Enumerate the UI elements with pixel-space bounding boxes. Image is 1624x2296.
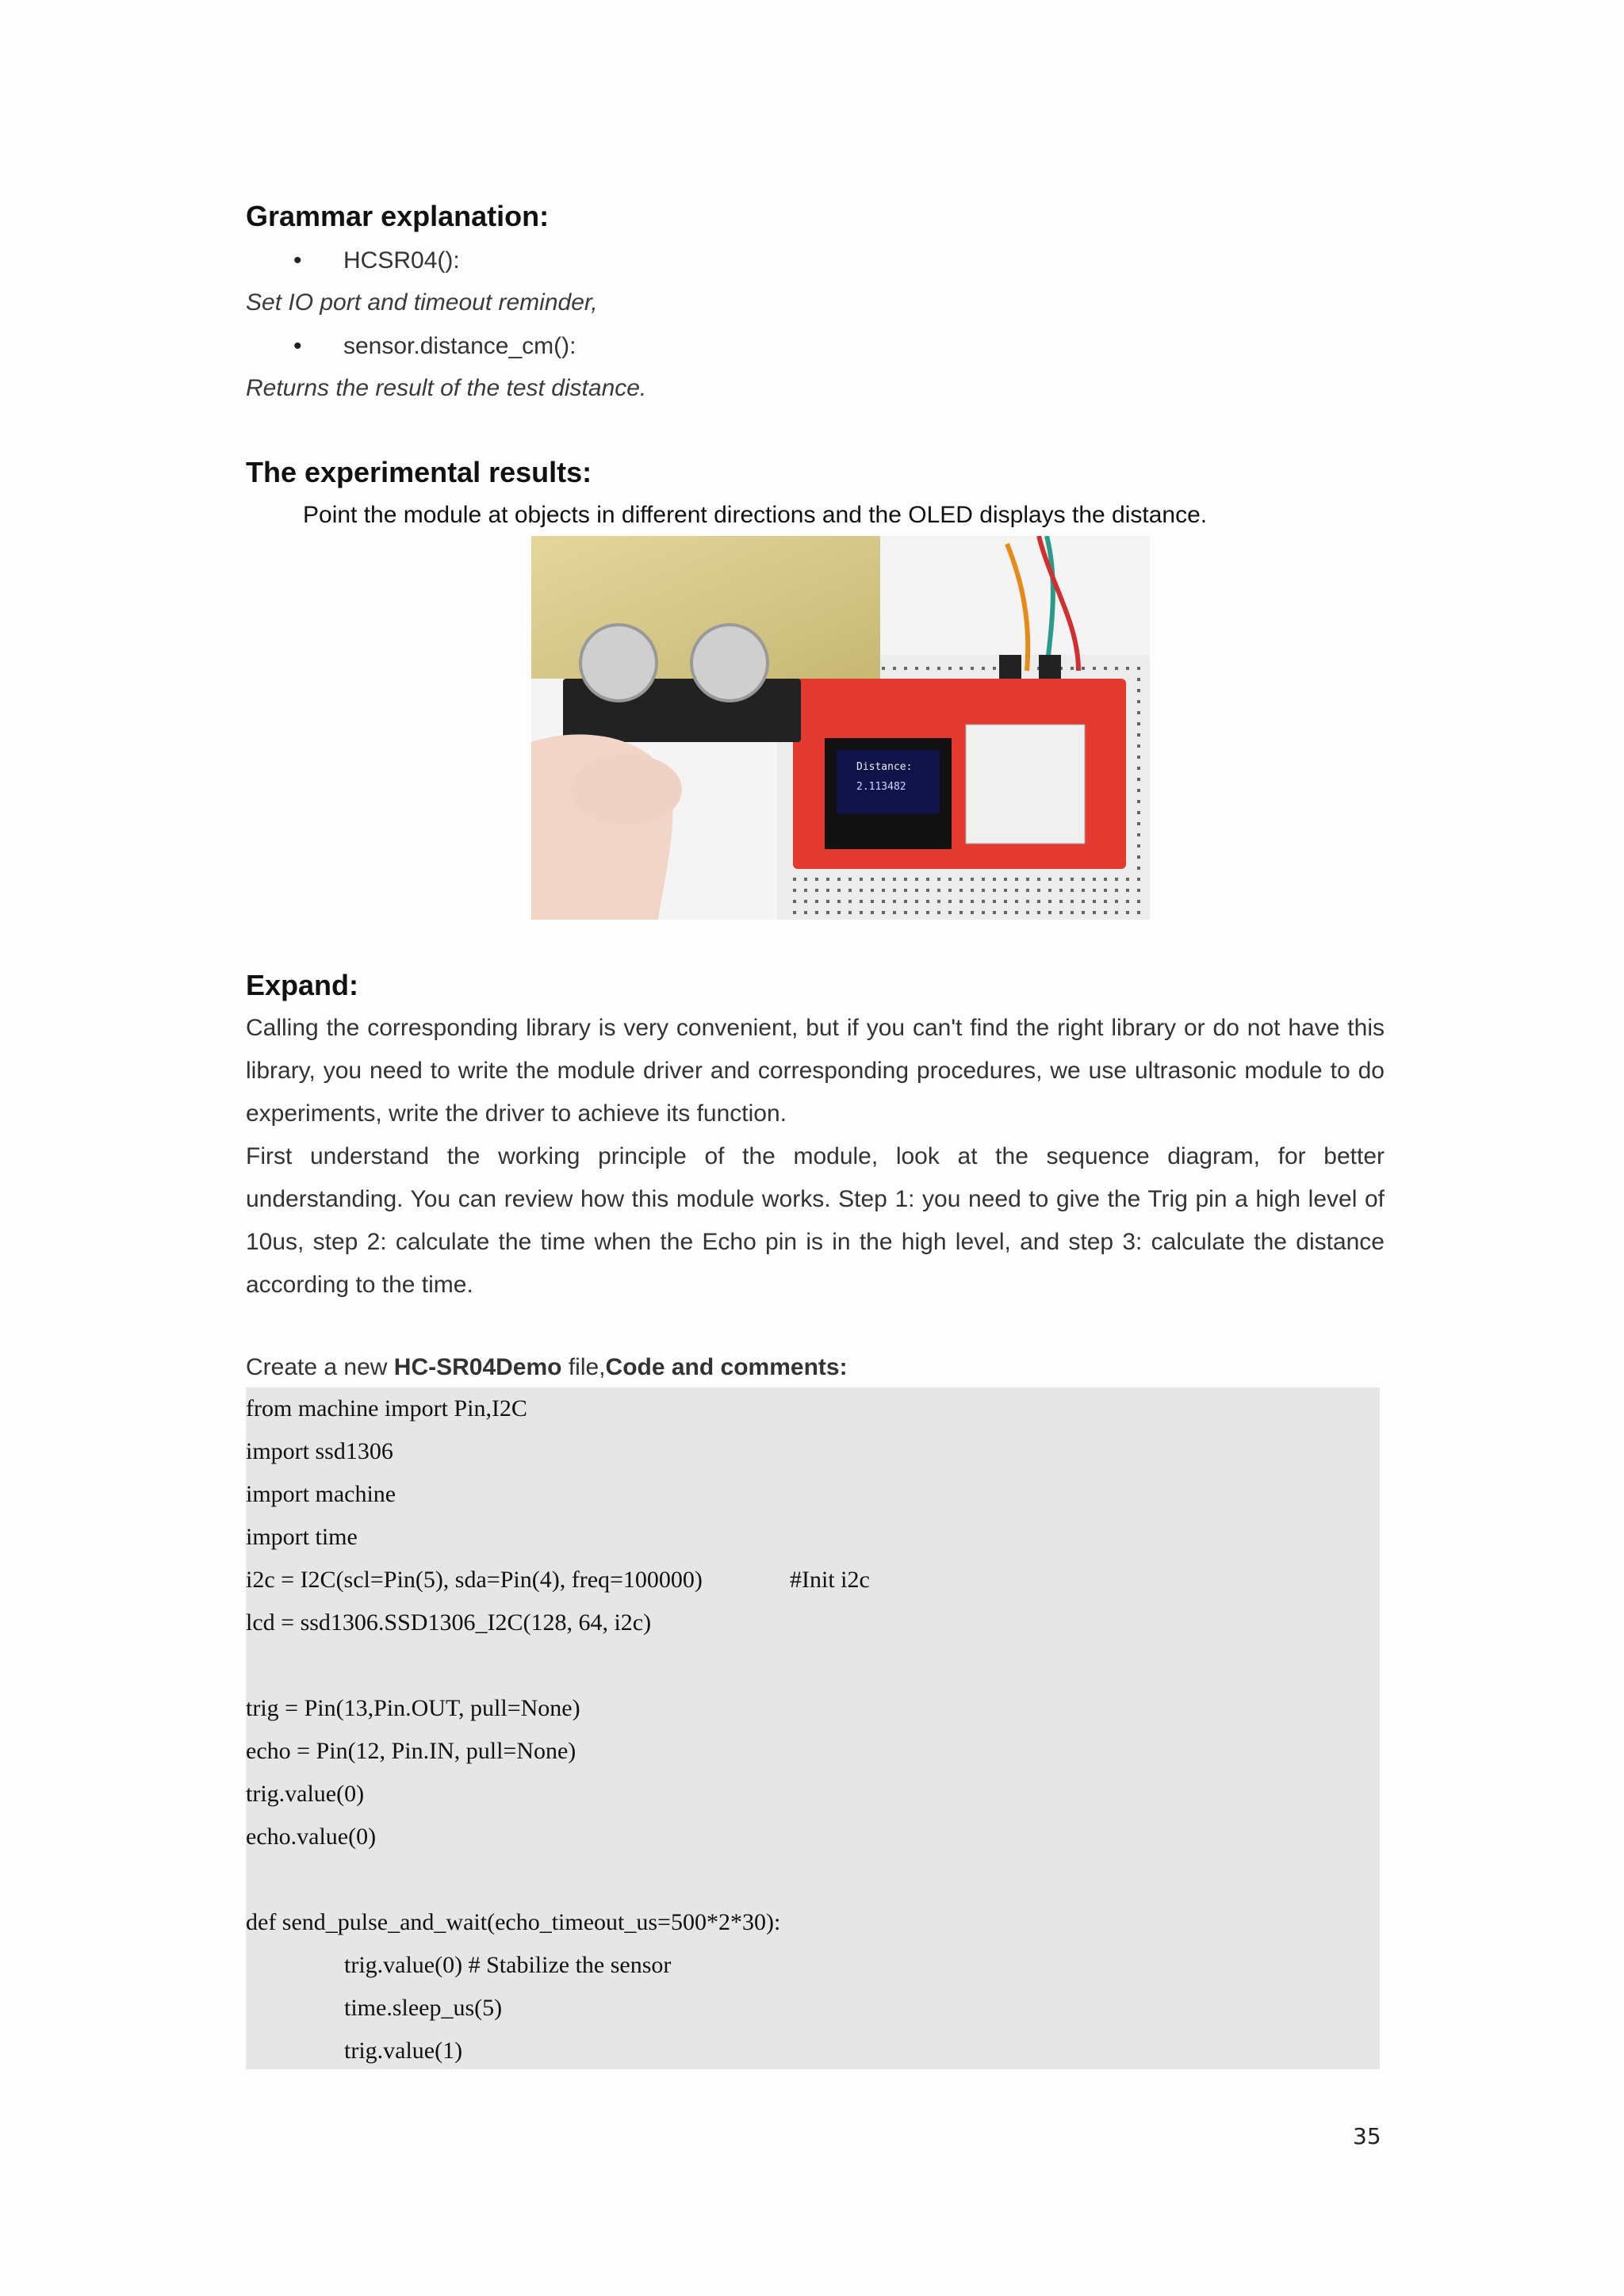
breadboard-hole: [959, 911, 963, 914]
breadboard-hole: [893, 900, 896, 903]
breadboard-hole: [1026, 911, 1029, 914]
breadboard-hole: [904, 667, 907, 670]
breadboard-hole: [915, 667, 918, 670]
code-line: lcd = ssd1306.SSD1306_I2C(128, 64, i2c): [246, 1609, 652, 1636]
breadboard-hole: [948, 667, 952, 670]
breadboard-hole: [993, 911, 996, 914]
breadboard-hole: [848, 878, 852, 881]
breadboard-hole: [915, 889, 918, 892]
breadboard-hole: [948, 878, 952, 881]
breadboard-hole: [1137, 722, 1140, 725]
breadboard-hole: [1004, 911, 1007, 914]
breadboard-hole: [993, 878, 996, 881]
breadboard-hole: [1071, 889, 1074, 892]
breadboard-hole: [971, 878, 974, 881]
breadboard-hole: [871, 878, 874, 881]
breadboard-hole: [926, 667, 929, 670]
breadboard-hole: [893, 911, 896, 914]
expand-heading: Expand:: [246, 969, 359, 1001]
breadboard-hole: [1026, 878, 1029, 881]
photo-illustration: [531, 536, 1150, 920]
breadboard-hole: [982, 667, 985, 670]
breadboard-hole: [937, 911, 940, 914]
breadboard-hole: [815, 900, 818, 903]
breadboard-hole: [959, 878, 963, 881]
breadboard-hole: [993, 900, 996, 903]
breadboard-hole: [1082, 911, 1085, 914]
breadboard-hole: [982, 889, 985, 892]
breadboard-hole: [1104, 900, 1107, 903]
breadboard-hole: [1082, 889, 1085, 892]
breadboard-hole: [1082, 667, 1085, 670]
breadboard-hole: [1015, 900, 1018, 903]
breadboard-hole: [1137, 756, 1140, 759]
breadboard-hole: [815, 911, 818, 914]
breadboard-hole: [1115, 900, 1118, 903]
breadboard-hole: [959, 889, 963, 892]
breadboard-hole: [1115, 667, 1118, 670]
breadboard-hole: [904, 878, 907, 881]
create-mid: file,: [561, 1354, 606, 1380]
breadboard-hole: [971, 889, 974, 892]
breadboard-hole: [959, 900, 963, 903]
breadboard-hole: [860, 911, 863, 914]
breadboard-hole: [1126, 878, 1129, 881]
breadboard-hole: [948, 911, 952, 914]
code-line: echo.value(0): [246, 1823, 377, 1850]
breadboard-hole: [893, 878, 896, 881]
breadboard-hole: [882, 878, 885, 881]
breadboard-hole: [1137, 867, 1140, 870]
breadboard-hole: [1137, 700, 1140, 703]
experiment-photo: [531, 536, 1150, 920]
breadboard-hole: [1037, 889, 1040, 892]
breadboard-hole: [837, 878, 841, 881]
page-number: 35: [1353, 2123, 1381, 2149]
breadboard-hole: [793, 889, 796, 892]
breadboard-hole: [1093, 667, 1096, 670]
code-comment: #Init i2c: [790, 1567, 870, 1593]
breadboard-hole: [1137, 889, 1140, 892]
breadboard-hole: [937, 889, 940, 892]
breadboard-hole: [826, 911, 829, 914]
create-prefix: Create a new: [246, 1354, 394, 1380]
breadboard-hole: [893, 667, 896, 670]
breadboard-hole: [1048, 911, 1051, 914]
breadboard-hole: [1059, 878, 1063, 881]
breadboard-hole: [1137, 822, 1140, 825]
oled-title: Distance:: [856, 761, 913, 773]
bullet-icon: •: [293, 247, 302, 274]
breadboard-hole: [948, 900, 952, 903]
grammar-term-2: sensor.distance_cm():: [343, 333, 576, 359]
breadboard-hole: [848, 911, 852, 914]
breadboard-hole: [1137, 767, 1140, 770]
grammar-heading: Grammar explanation:: [246, 200, 550, 232]
breadboard-hole: [971, 900, 974, 903]
breadboard-hole: [793, 900, 796, 903]
breadboard-hole: [915, 911, 918, 914]
breadboard-hole: [882, 667, 885, 670]
breadboard-hole: [1137, 844, 1140, 848]
breadboard-hole: [993, 889, 996, 892]
breadboard-hole: [926, 900, 929, 903]
breadboard-hole: [1093, 878, 1096, 881]
breadboard-hole: [804, 878, 807, 881]
code-line: trig.value(0): [246, 1781, 365, 1807]
breadboard-hole: [1104, 889, 1107, 892]
breadboard-hole: [871, 900, 874, 903]
code-line: def send_pulse_and_wait(echo_timeout_us=500*2*30):: [246, 1909, 781, 1935]
breadboard-hole: [982, 878, 985, 881]
breadboard-hole: [1137, 733, 1140, 737]
breadboard-hole: [871, 911, 874, 914]
breadboard-hole: [904, 900, 907, 903]
breadboard-hole: [893, 889, 896, 892]
expand-paragraph-1: Calling the corresponding library is very convenient, but if you can't find the right library or do not have this library, you need to write the module driver and corresponding procedures, we use ultrasonic module to do experiments, write the driver to achieve its function.: [246, 1015, 1385, 1127]
breadboard-hole: [1137, 878, 1140, 881]
breadboard-hole: [1037, 911, 1040, 914]
breadboard-hole: [804, 911, 807, 914]
code-line: import ssd1306: [246, 1438, 393, 1464]
breadboard-hole: [1104, 911, 1107, 914]
breadboard-hole: [1026, 900, 1029, 903]
code-line: trig = Pin(13,Pin.OUT, pull=None): [246, 1695, 580, 1721]
breadboard-hole: [826, 900, 829, 903]
breadboard-hole: [860, 889, 863, 892]
breadboard-hole: [1059, 889, 1063, 892]
results-text: Point the module at objects in different directions and the OLED displays the distance.: [303, 502, 1208, 528]
breadboard-hole: [1037, 900, 1040, 903]
breadboard-hole: [971, 911, 974, 914]
breadboard-hole: [1004, 889, 1007, 892]
code-line: from machine import Pin,I2C: [246, 1395, 527, 1422]
breadboard-hole: [926, 911, 929, 914]
breadboard-hole: [1137, 855, 1140, 859]
breadboard-hole: [1059, 911, 1063, 914]
breadboard-hole: [1126, 900, 1129, 903]
breadboard-hole: [1115, 878, 1118, 881]
breadboard-hole: [793, 911, 796, 914]
breadboard-hole: [1093, 900, 1096, 903]
breadboard-hole: [815, 878, 818, 881]
breadboard-hole: [1137, 778, 1140, 781]
oled-value: 2.113482: [856, 781, 906, 793]
breadboard-hole: [1126, 667, 1129, 670]
breadboard-hole: [1004, 900, 1007, 903]
code-line: import machine: [246, 1481, 396, 1507]
breadboard-hole: [1093, 911, 1096, 914]
breadboard-hole: [1071, 911, 1074, 914]
breadboard-hole: [1137, 811, 1140, 814]
breadboard-hole: [1137, 800, 1140, 803]
breadboard-hole: [848, 889, 852, 892]
breadboard-hole: [1015, 889, 1018, 892]
code-line: echo = Pin(12, Pin.IN, pull=None): [246, 1738, 576, 1764]
breadboard-hole: [837, 889, 841, 892]
breadboard-hole: [1026, 889, 1029, 892]
bullet-icon: •: [293, 333, 302, 359]
expand-paragraph-2: First understand the working principle of the module, look at the sequence diagram, for better understanding. You can review how this module works. Step 1: you need to give the Trig pin a high level of 10us, step 2: calculate the time when the Echo pin is in the high level, and step 3: calculate the distance according to the time.: [246, 1143, 1385, 1298]
breadboard-hole: [1137, 833, 1140, 836]
breadboard-hole: [1115, 889, 1118, 892]
breadboard-hole: [1082, 878, 1085, 881]
breadboard-hole: [1104, 878, 1107, 881]
breadboard-hole: [860, 878, 863, 881]
breadboard-hole: [1137, 667, 1140, 670]
breadboard-hole: [1137, 744, 1140, 748]
breadboard-hole: [1137, 911, 1140, 914]
breadboard-hole: [948, 889, 952, 892]
breadboard-hole: [1137, 689, 1140, 692]
breadboard-hole: [1037, 878, 1040, 881]
breadboard-hole: [882, 889, 885, 892]
breadboard-hole: [1059, 900, 1063, 903]
breadboard-hole: [1115, 911, 1118, 914]
breadboard-hole: [826, 878, 829, 881]
breadboard-hole: [1082, 900, 1085, 903]
breadboard-hole: [1048, 889, 1051, 892]
breadboard-hole: [982, 911, 985, 914]
breadboard-hole: [926, 878, 929, 881]
breadboard-hole: [1093, 889, 1096, 892]
breadboard-hole: [904, 889, 907, 892]
breadboard-hole: [882, 900, 885, 903]
breadboard-hole: [804, 900, 807, 903]
code-line: import time: [246, 1524, 358, 1550]
code-line: i2c = I2C(scl=Pin(5), sda=Pin(4), freq=100000): [246, 1567, 703, 1593]
breadboard-hole: [904, 911, 907, 914]
breadboard-hole: [837, 900, 841, 903]
breadboard-hole: [915, 878, 918, 881]
code-line: trig.value(0) # Stabilize the sensor: [344, 1952, 672, 1978]
breadboard-hole: [937, 878, 940, 881]
breadboard-hole: [848, 900, 852, 903]
breadboard-hole: [793, 878, 796, 881]
breadboard-hole: [1048, 878, 1051, 881]
results-heading: The experimental results:: [246, 456, 592, 488]
create-file-line: [246, 1354, 848, 1381]
breadboard-hole: [926, 889, 929, 892]
grammar-desc-2: Returns the result of the test distance.: [246, 375, 647, 401]
grammar-desc-1: Set IO port and timeout reminder,: [246, 289, 598, 316]
breadboard-hole: [1015, 878, 1018, 881]
grammar-term-1: HCSR04():: [343, 247, 460, 274]
breadboard-hole: [882, 911, 885, 914]
breadboard-hole: [1137, 900, 1140, 903]
breadboard-hole: [815, 889, 818, 892]
breadboard-hole: [1015, 911, 1018, 914]
breadboard-hole: [971, 667, 974, 670]
breadboard-hole: [1104, 667, 1107, 670]
breadboard-hole: [1137, 789, 1140, 792]
breadboard-hole: [982, 900, 985, 903]
breadboard-hole: [937, 667, 940, 670]
breadboard-hole: [826, 889, 829, 892]
breadboard-hole: [1071, 878, 1074, 881]
breadboard-hole: [1126, 911, 1129, 914]
breadboard-hole: [1126, 889, 1129, 892]
breadboard-hole: [937, 900, 940, 903]
breadboard-hole: [993, 667, 996, 670]
breadboard-hole: [1071, 900, 1074, 903]
code-line: trig.value(1): [344, 2038, 463, 2064]
breadboard-hole: [860, 900, 863, 903]
breadboard-hole: [1137, 711, 1140, 714]
create-file-name: HC-SR04Demo: [393, 1354, 562, 1380]
breadboard-hole: [1137, 678, 1140, 681]
create-suffix: Code and comments:: [605, 1354, 848, 1380]
breadboard-hole: [1048, 900, 1051, 903]
code-line: time.sleep_us(5): [344, 1995, 503, 2021]
breadboard-hole: [837, 911, 841, 914]
breadboard-hole: [959, 667, 963, 670]
breadboard-hole: [1071, 667, 1074, 670]
breadboard-hole: [1004, 878, 1007, 881]
breadboard-hole: [871, 889, 874, 892]
breadboard-hole: [915, 900, 918, 903]
breadboard-hole: [804, 889, 807, 892]
